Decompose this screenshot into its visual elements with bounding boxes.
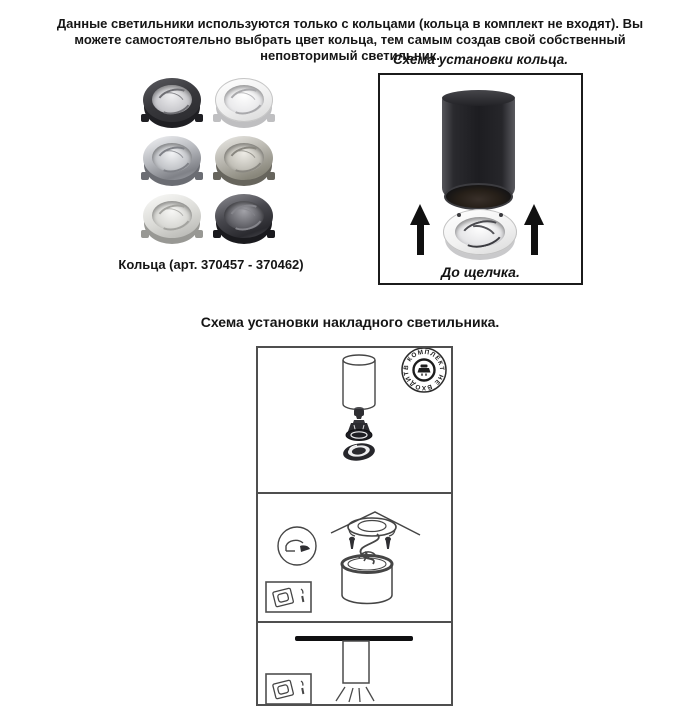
mount-step-parts [258, 348, 451, 492]
mount-scheme-title: Схема установки накладного светильника. [200, 314, 500, 330]
mount-step-result [258, 623, 451, 706]
rings-caption: Кольца (арт. 370457 - 370462) [118, 257, 304, 272]
not-included-badge [402, 348, 446, 392]
hardware-kit-box [266, 582, 311, 612]
wire [360, 534, 378, 564]
ring-photo-black-chrome [215, 194, 273, 238]
mount-scheme-box [256, 346, 453, 706]
ceiling-ring [348, 518, 396, 536]
ring-photo-white [215, 78, 273, 122]
housing-outline [342, 552, 392, 604]
ring-scheme-title: Схема установки кольца. [393, 52, 568, 67]
downlight-cylinder [442, 92, 515, 206]
ring-scheme-box [378, 73, 583, 285]
ring-photo-chrome [143, 136, 201, 180]
mounted-lamp [343, 641, 369, 683]
ring-photo-satin-chrome [215, 136, 273, 180]
adapter-ring [342, 441, 376, 462]
white-mounting-ring [443, 209, 517, 255]
housing-outline [343, 355, 375, 410]
ring-scheme-caption: До щелчка. [441, 264, 520, 280]
mount-step-fixing [258, 494, 451, 621]
rings-photo-grid [136, 71, 280, 245]
ring-photo-black [143, 78, 201, 122]
up-arrow-icon [410, 204, 430, 256]
up-arrow-icon [524, 204, 544, 256]
badge-text: В КОМПЛЕКТ НЕ ВХОДИТ [402, 348, 446, 392]
gu10-bulb [346, 420, 372, 441]
ring-photo-pearl-chrome [143, 194, 201, 238]
intro-paragraph: Данные светильники используются только с кольцами (кольца в комплект не входят). Вы можете самостоятельно выбрать цвет кольца, тем самым создав свой собственный неповторимый светильник. [56, 16, 644, 63]
spring-clip-detail [278, 527, 316, 565]
socket [354, 407, 364, 419]
